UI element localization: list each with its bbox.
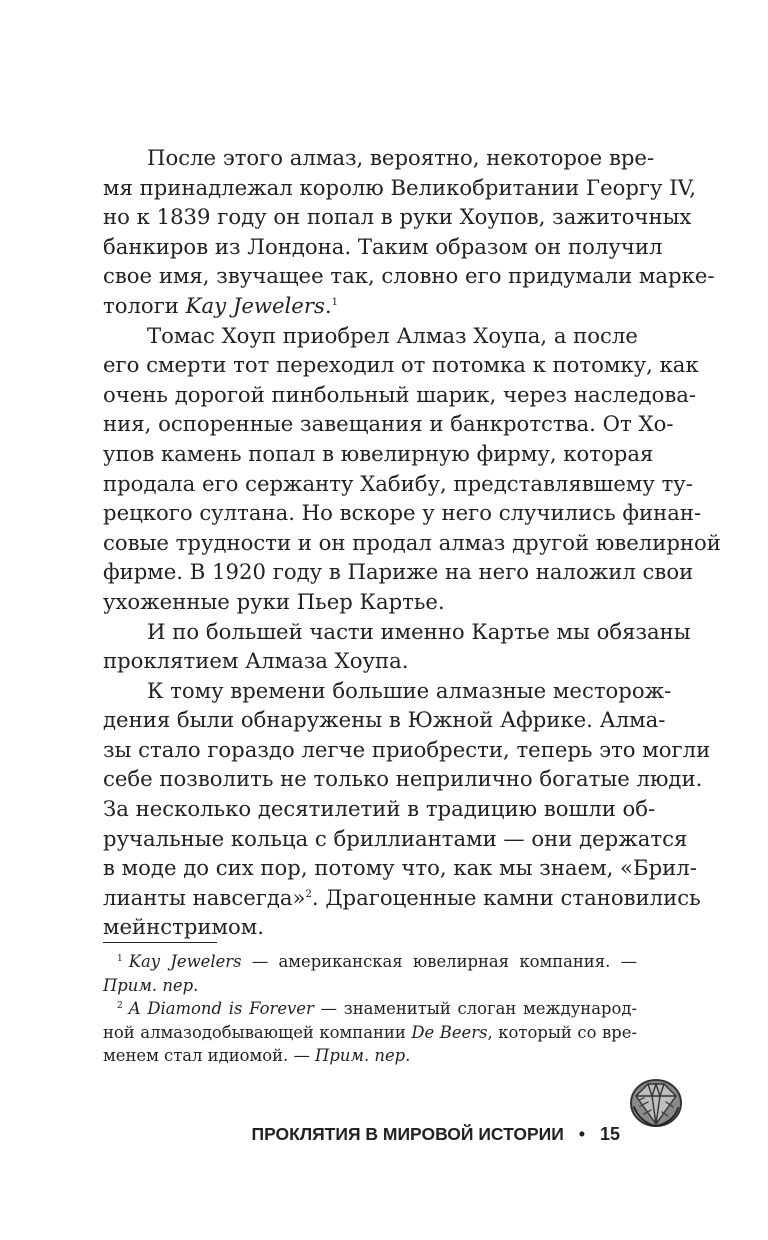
diamond-sketch-icon — [626, 1072, 686, 1132]
italic-text: Прим. пер. — [315, 1046, 411, 1066]
line-text: дения были обнаружены в Южной Африке. Алма- — [103, 707, 666, 733]
text-line — [103, 498, 702, 528]
line-text: продала его сержанту Хабибу, представлявшему ту- — [103, 470, 693, 496]
line-text: К тому времени большие алмазные месторож- — [147, 677, 672, 703]
running-footer — [252, 1124, 621, 1145]
line-text: его смерти тот переходил от потомка к потомку, как — [103, 352, 699, 378]
text-line — [103, 173, 696, 203]
line-text: . — [324, 292, 332, 318]
footnote-line — [103, 950, 637, 974]
text-line — [103, 143, 655, 173]
line-text: ной алмазодобывающей компании — [103, 1022, 412, 1042]
text-line — [103, 646, 637, 676]
footnote-line — [103, 1021, 637, 1045]
text-line — [103, 557, 694, 587]
line-text: ния, оспоренные завещания и банкротства. От Хо- — [103, 411, 674, 437]
line-text: упов камень попал в ювелирную фирму, которая — [103, 440, 654, 466]
italic-text: Kay Jewelers — [128, 952, 242, 971]
text-line — [103, 883, 701, 913]
line-text: . Драгоценные камни становились — [311, 884, 701, 910]
line-text: рецкого султана. Но вскоре у него случились финан- — [103, 500, 702, 526]
line-text: банкиров из Лондона. Таким образом он получил — [103, 233, 663, 259]
footnote-divider — [103, 942, 217, 943]
text-line — [103, 912, 637, 942]
line-text: ручальные кольца с бриллиантами — они держатся — [103, 825, 688, 851]
page-number: 15 — [599, 1124, 620, 1144]
text-line — [103, 380, 697, 410]
footnote-line — [103, 974, 637, 998]
text-line — [103, 705, 666, 735]
text-line — [103, 587, 637, 617]
line-text: лианты навсегда» — [103, 884, 306, 910]
italic-text: Прим. пер. — [103, 975, 199, 995]
line-text: Томас Хоуп приобрел Алмаз Хоупа, а после — [147, 322, 638, 348]
text-line — [103, 409, 674, 439]
text-line — [103, 439, 654, 469]
line-text: свое имя, звучащее так, словно его придумали марке- — [103, 263, 715, 289]
footnotes — [103, 950, 637, 1068]
text-line — [103, 350, 699, 380]
line-text: тологи — [103, 292, 186, 318]
text-line — [103, 735, 711, 765]
text-line — [103, 291, 637, 321]
text-line — [103, 853, 697, 883]
line-text: И по большей части именно Картье мы обязаны — [147, 618, 691, 644]
line-text: менем стал идиомой. — — [103, 1046, 316, 1066]
footnote-marker: 1 — [117, 954, 123, 964]
text-line — [103, 794, 656, 824]
line-text: , который со вре- — [487, 1022, 638, 1042]
line-text: мейнстримом. — [103, 914, 264, 940]
running-title: ПРОКЛЯТИЯ В МИРОВОЙ ИСТОРИИ — [251, 1124, 564, 1144]
line-text: — американская ювелирная компания. — — [241, 952, 637, 971]
line-text: очень дорогой пинбольный шарик, через наследова- — [103, 381, 697, 407]
text-line — [103, 528, 721, 558]
line-text: себе позволить не только неприлично богатые люди. — [103, 766, 703, 792]
footnote-marker: 2 — [117, 1001, 123, 1012]
text-line — [103, 617, 691, 647]
text-line — [103, 202, 692, 232]
text-line — [103, 824, 688, 854]
line-text: совые трудности и он продал алмаз другой ювелирной — [103, 529, 721, 555]
line-text: проклятием Алмаза Хоупа. — [103, 648, 409, 674]
line-text: в моде до сих пор, потому что, как мы знаем, «Брил- — [103, 855, 697, 881]
line-text: но к 1839 году он попал в руки Хоупов, зажиточных — [103, 204, 692, 230]
text-line — [103, 764, 703, 794]
text-line — [103, 232, 663, 262]
line-text: ухоженные руки Пьер Картье. — [103, 588, 445, 614]
line-text: зы стало гораздо легче приобрести, теперь это могли — [103, 736, 711, 762]
text-line — [103, 469, 693, 499]
text-line — [103, 261, 715, 291]
footer-bullet: • — [578, 1124, 585, 1144]
footnote-line — [103, 997, 637, 1021]
italic-text: De Beers — [411, 1022, 488, 1042]
text-line — [103, 676, 672, 706]
text-line — [103, 321, 637, 351]
footnote-line — [103, 1044, 637, 1068]
footnote-reference: 2 — [305, 888, 312, 900]
italic-text: A Diamond is Forever — [128, 999, 314, 1019]
footnote-reference: 1 — [331, 296, 338, 308]
line-text: За несколько десятилетий в традицию вошли об- — [103, 796, 656, 822]
line-text: мя принадлежал королю Великобритании Георгу IV, — [103, 174, 696, 200]
line-text: — знаменитый слоган международ- — [313, 999, 637, 1019]
line-text: После этого алмаз, вероятно, некоторое вре- — [147, 145, 655, 170]
line-text: фирме. В 1920 году в Париже на него наложил свои — [103, 559, 694, 585]
body-text — [103, 143, 721, 942]
italic-text: Kay Jewelers — [185, 292, 325, 318]
